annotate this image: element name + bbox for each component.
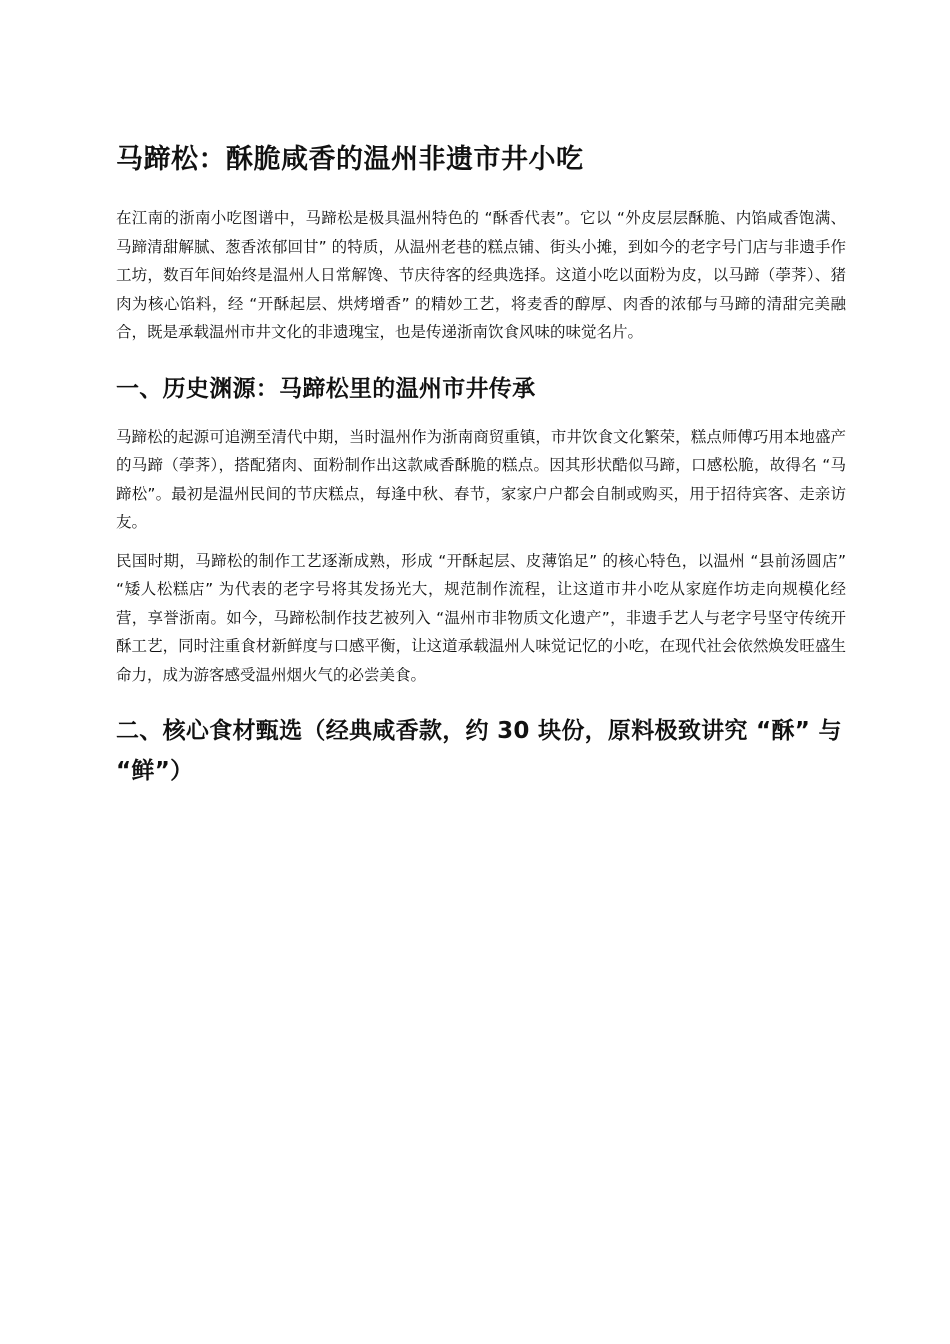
document-title: 马蹄松：酥脆咸香的温州非遗市井小吃 <box>116 144 584 175</box>
history-paragraph-1: 马蹄松的起源可追溯至清代中期，当时温州作为浙南商贸重镇，市井饮食文化繁荣，糕点师傅巧用本地盛产的马蹄（荸荠），搭配猪肉、面粉制作出这款咸香酥脆的糕点。因其形状酷似马蹄，口感松脆，故得名 “马蹄松”。最初是温州民间的节庆糕点，每逢中秋、春节，家家户户都会自制或购买，用于招待宾客、走亲访友。 <box>116 427 846 531</box>
history-paragraph-2: 民国时期，马蹄松的制作工艺逐渐成熟，形成 “开酥起层、皮薄馅足” 的核心特色，以温州 “县前汤圆店” “矮人松糕店” 为代表的老字号将其发扬光大，规范制作流程，让这道市井小吃从家庭作坊走向规模化经营，享誉浙南。如今，马蹄松制作技艺被列入 “温州市非物质文化遗产”，非遗手艺人与老字号坚守传统开酥工艺，同时注重食材新鲜度与口感平衡，让这道承载温州人味觉记忆的小吃，在现代社会依然焕发旺盛生命力，成为游客感受温州烟火气的必尝美食。 <box>116 551 846 684</box>
section-heading-ingredients: 二、核心食材甄选（经典咸香款，约 30 块份，原料极致讲究 “酥” 与 “鲜”） <box>116 718 842 784</box>
intro-paragraph: 在江南的浙南小吃图谱中，马蹄松是极具温州特色的 “酥香代表”。它以 “外皮层层酥脆、内馅咸香饱满、马蹄清甜解腻、葱香浓郁回甘” 的特质，从温州老巷的糕点铺、街头小摊，到如今的老字号门店与非遗手作工坊，数百年间始终是温州人日常解馋、节庆待客的经典选择。这道小吃以面粉为皮，以马蹄（荸荠）、猪肉为核心馅料，经 “开酥起层、烘烤增香” 的精妙工艺，将麦香的醇厚、肉香的浓郁与马蹄的清甜完美融合，既是承载温州市井文化的非遗瑰宝，也是传递浙南饮食风味的味觉名片。 <box>116 209 846 341</box>
section-heading-history: 一、历史渊源：马蹄松里的温州市井传承 <box>116 375 536 402</box>
document-page <box>116 140 846 791</box>
